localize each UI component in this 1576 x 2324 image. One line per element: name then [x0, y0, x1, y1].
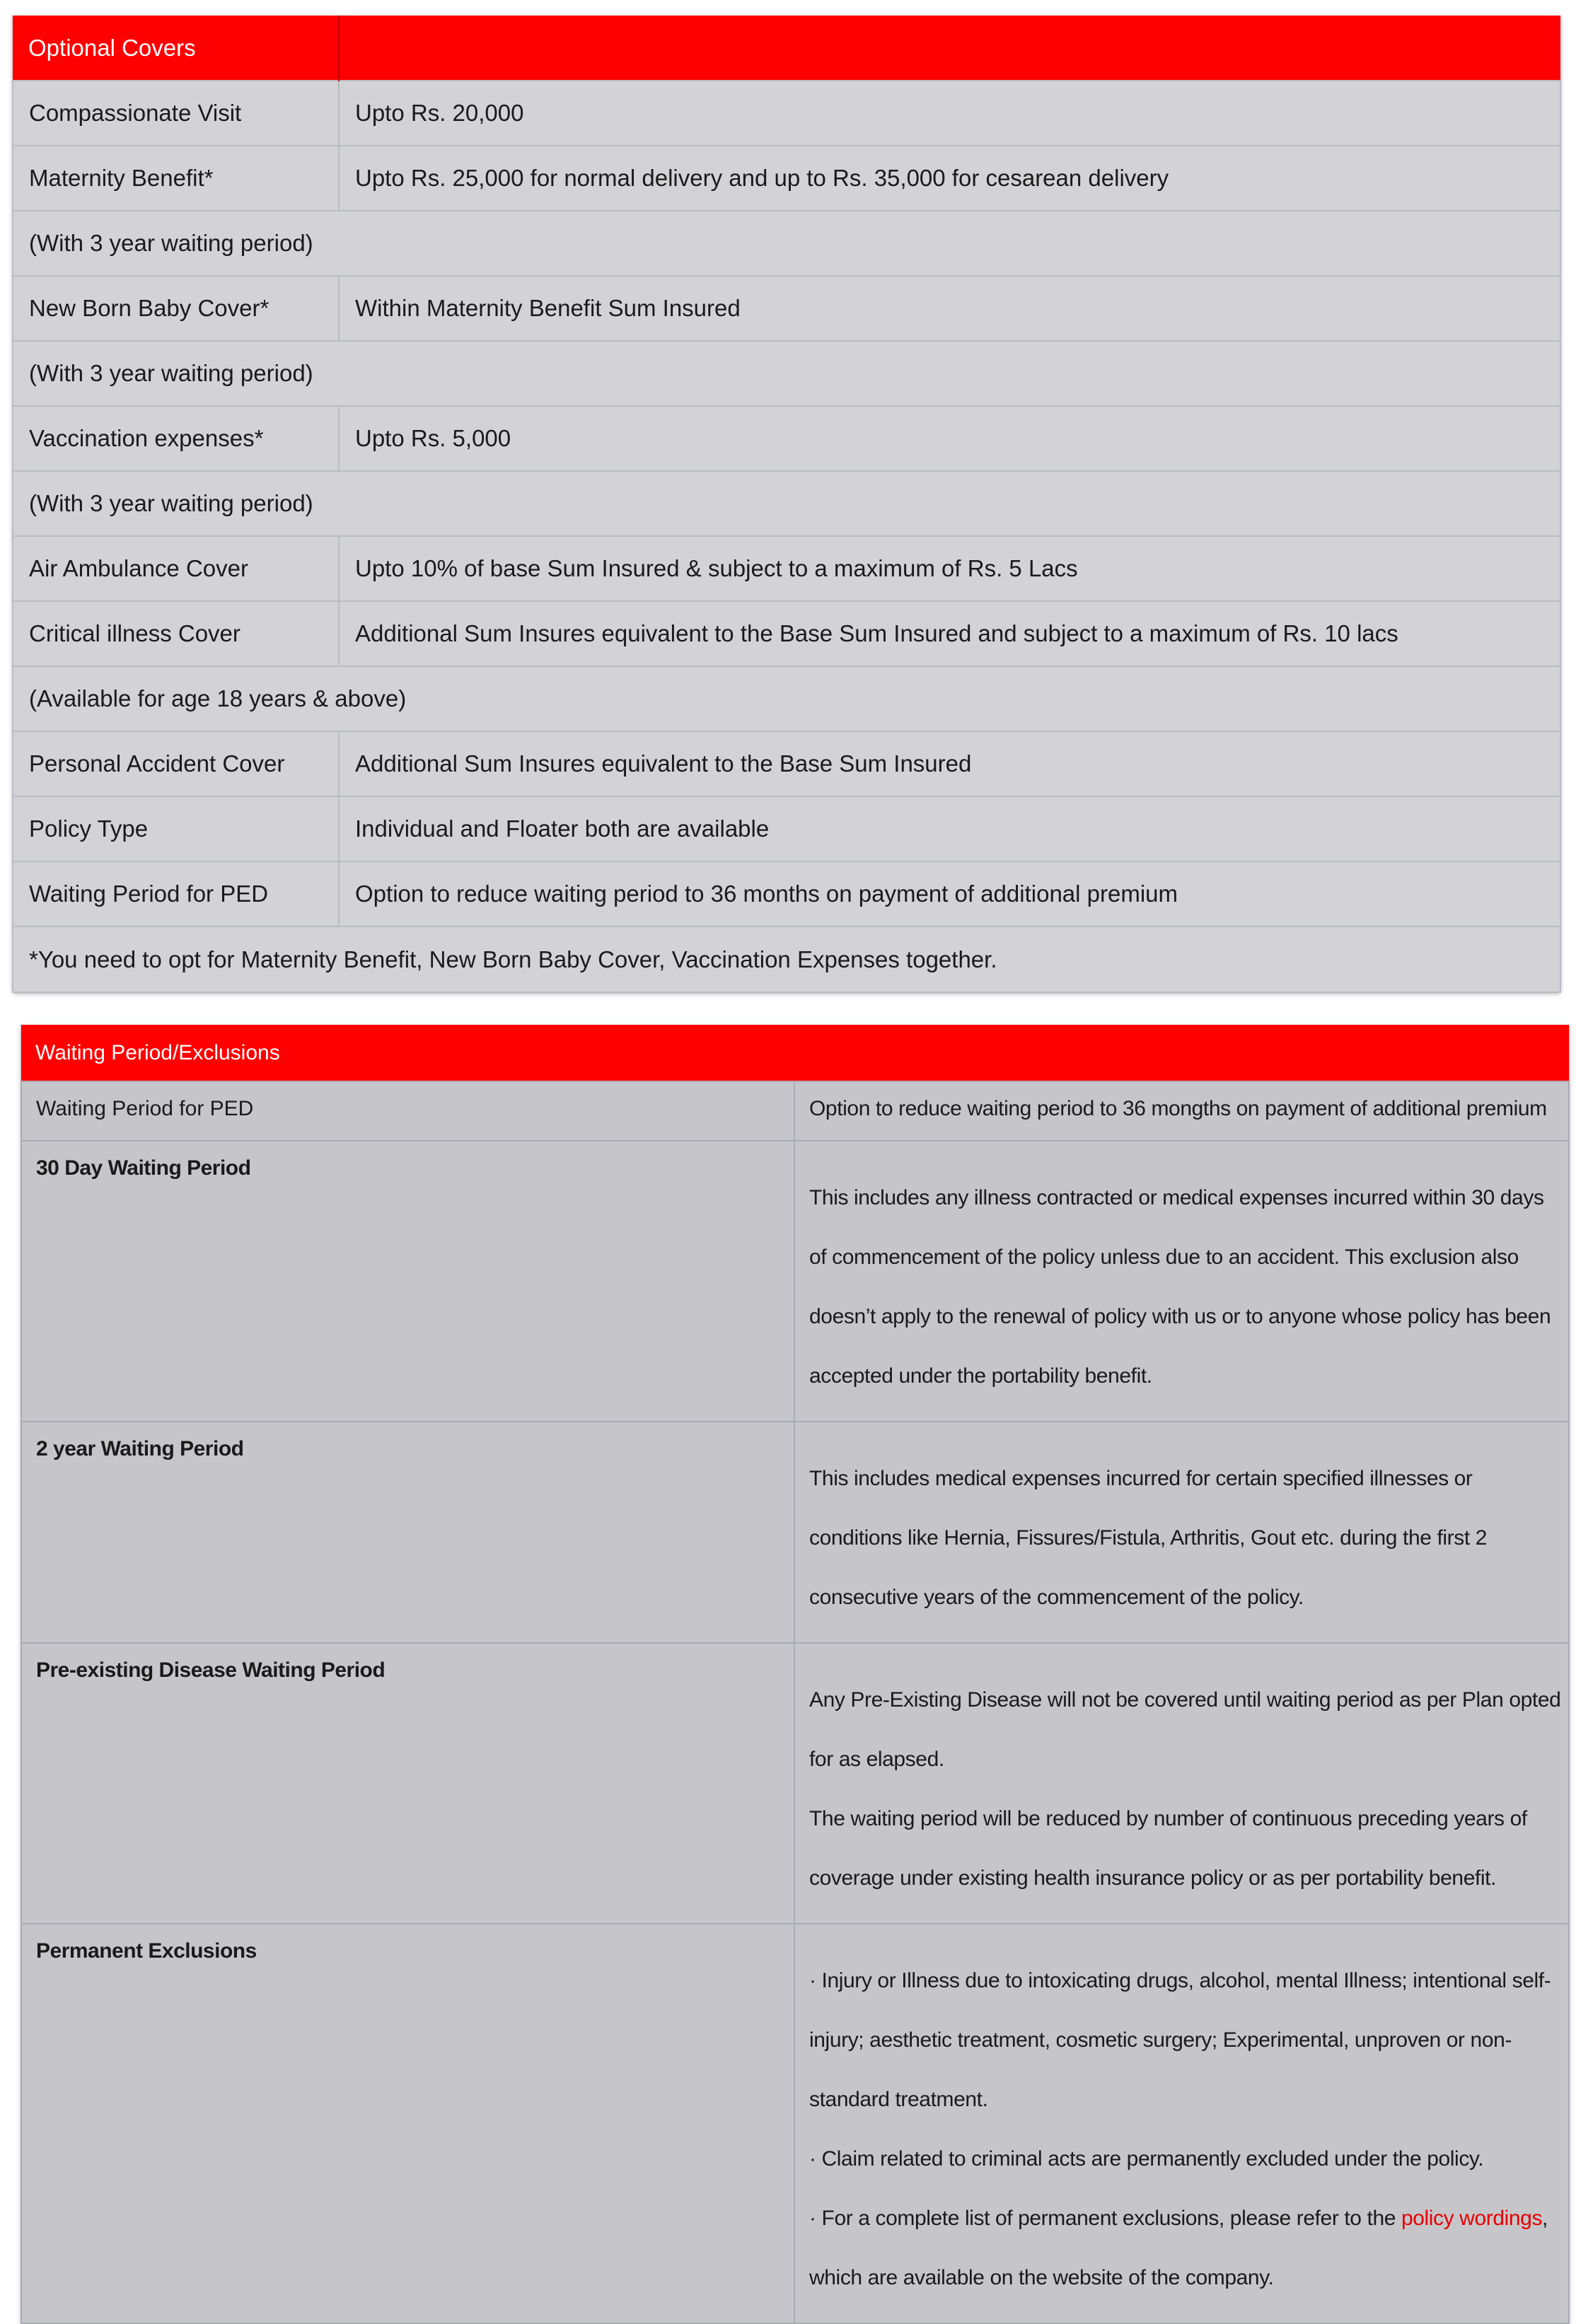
table-row [13, 731, 1560, 796]
cover-value-vaccination: Upto Rs. 5,000 [339, 406, 1560, 471]
table-row [13, 601, 1560, 666]
table-row [13, 926, 1560, 992]
cover-value-critical-illness: Additional Sum Insures equivalent to the Base Sum Insured and subject to a maximum of Rs. 10 lacs [339, 601, 1560, 666]
cover-value-maternity-benefit: Upto Rs. 25,000 for normal delivery and up to Rs. 35,000 for cesarean delivery [339, 146, 1560, 211]
optional-covers-header: Optional Covers [13, 16, 339, 81]
table-row [21, 1643, 1569, 1924]
table-row [13, 146, 1560, 211]
waiting-period-table [21, 1025, 1570, 2324]
table-row [13, 81, 1560, 146]
pre-existing-description: Any Pre-Existing Disease will not be covered until waiting period as per Plan opted for as elapsed. The waiting period will be reduced by number of continuous preceding years of coverage under existing health insurance policy or as per portability benefit. [794, 1643, 1569, 1924]
thirty-day-description: This includes any illness contracted or medical expenses incurred within 30 days of commencement of the policy unless due to an accident. This exclusion also doesn’t apply to the renewal of policy with us or to anyone whose policy has been accepted under the portability benefit. [794, 1141, 1569, 1422]
table-row [13, 341, 1560, 406]
cover-label-personal-accident: Personal Accident Cover [13, 731, 339, 796]
two-year-label: 2 year Waiting Period [21, 1422, 794, 1643]
table-row [13, 406, 1560, 471]
optional-covers-header-empty [339, 16, 1560, 81]
table-row [13, 536, 1560, 601]
cover-value-policy-type: Individual and Floater both are available [339, 796, 1560, 861]
optional-covers-header-row [13, 16, 1560, 81]
cover-label-critical-illness: Critical illness Cover [13, 601, 339, 666]
table-row [13, 666, 1560, 731]
cover-label-vaccination: Vaccination expenses* [13, 406, 339, 471]
table-row [13, 471, 1560, 536]
thirty-day-label: 30 Day Waiting Period [21, 1141, 794, 1422]
optional-covers-table [12, 16, 1561, 993]
cover-footnote: *You need to opt for Maternity Benefit, New Born Baby Cover, Vaccination Expenses together. [13, 926, 1560, 992]
ped-value: Option to reduce waiting period to 36 mongths on payment of additional premium [794, 1081, 1569, 1141]
table-row [13, 861, 1560, 926]
permanent-exclusions-description: · Injury or Illness due to intoxicating drugs, alcohol, mental Illness; intentional self- injury; aesthetic treatment, cosmetic surgery; Experimental, unproven or non- standard treatment. · Claim related to criminal acts are permanently excluded under the policy. · For a complete list of permanent exclusions, please refer to the policy wordings, which are available on the website of the company. [794, 1924, 1569, 2323]
cover-note-new-born-waiting: (With 3 year waiting period) [13, 341, 1560, 406]
table-row [13, 276, 1560, 341]
cover-label-new-born-baby: New Born Baby Cover* [13, 276, 339, 341]
pre-existing-label: Pre-existing Disease Waiting Period [21, 1643, 794, 1924]
cover-value-new-born-baby: Within Maternity Benefit Sum Insured [339, 276, 1560, 341]
cover-value-compassionate-visit: Upto Rs. 20,000 [339, 81, 1560, 146]
cover-value-waiting-ped: Option to reduce waiting period to 36 months on payment of additional premium [339, 861, 1560, 926]
policy-wordings-link[interactable]: policy wordings [1401, 2207, 1543, 2230]
two-year-description: This includes medical expenses incurred for certain specified illnesses or conditions like Hernia, Fissures/Fistula, Arthritis, Gout etc. during the first 2 consecutive years of the commencement of the policy. [794, 1422, 1569, 1643]
cover-label-maternity-benefit: Maternity Benefit* [13, 146, 339, 211]
cover-label-air-ambulance: Air Ambulance Cover [13, 536, 339, 601]
table-row [13, 796, 1560, 861]
cover-value-air-ambulance: Upto 10% of base Sum Insured & subject to a maximum of Rs. 5 Lacs [339, 536, 1560, 601]
cover-label-policy-type: Policy Type [13, 796, 339, 861]
cover-label-waiting-ped: Waiting Period for PED [13, 861, 339, 926]
cover-note-critical-age: (Available for age 18 years & above) [13, 666, 1560, 731]
ped-label: Waiting Period for PED [21, 1081, 794, 1141]
table-row [21, 1081, 1569, 1141]
cover-note-vaccination-waiting: (With 3 year waiting period) [13, 471, 1560, 536]
permanent-exclusions-label: Permanent Exclusions [21, 1924, 794, 2323]
cover-label-compassionate-visit: Compassionate Visit [13, 81, 339, 146]
waiting-period-header: Waiting Period/Exclusions [21, 1025, 1569, 1081]
table-row [21, 1141, 1569, 1422]
cover-note-maternity-waiting: (With 3 year waiting period) [13, 211, 1560, 276]
permanent-exclusions-refer-line: · For a complete list of permanent exclusions, please refer to the policy wordings, [809, 2207, 1548, 2230]
cover-value-personal-accident: Additional Sum Insures equivalent to the Base Sum Insured [339, 731, 1560, 796]
table-row [21, 1924, 1569, 2323]
waiting-period-header-row [21, 1025, 1569, 1081]
table-row [13, 211, 1560, 276]
table-row [21, 1422, 1569, 1643]
